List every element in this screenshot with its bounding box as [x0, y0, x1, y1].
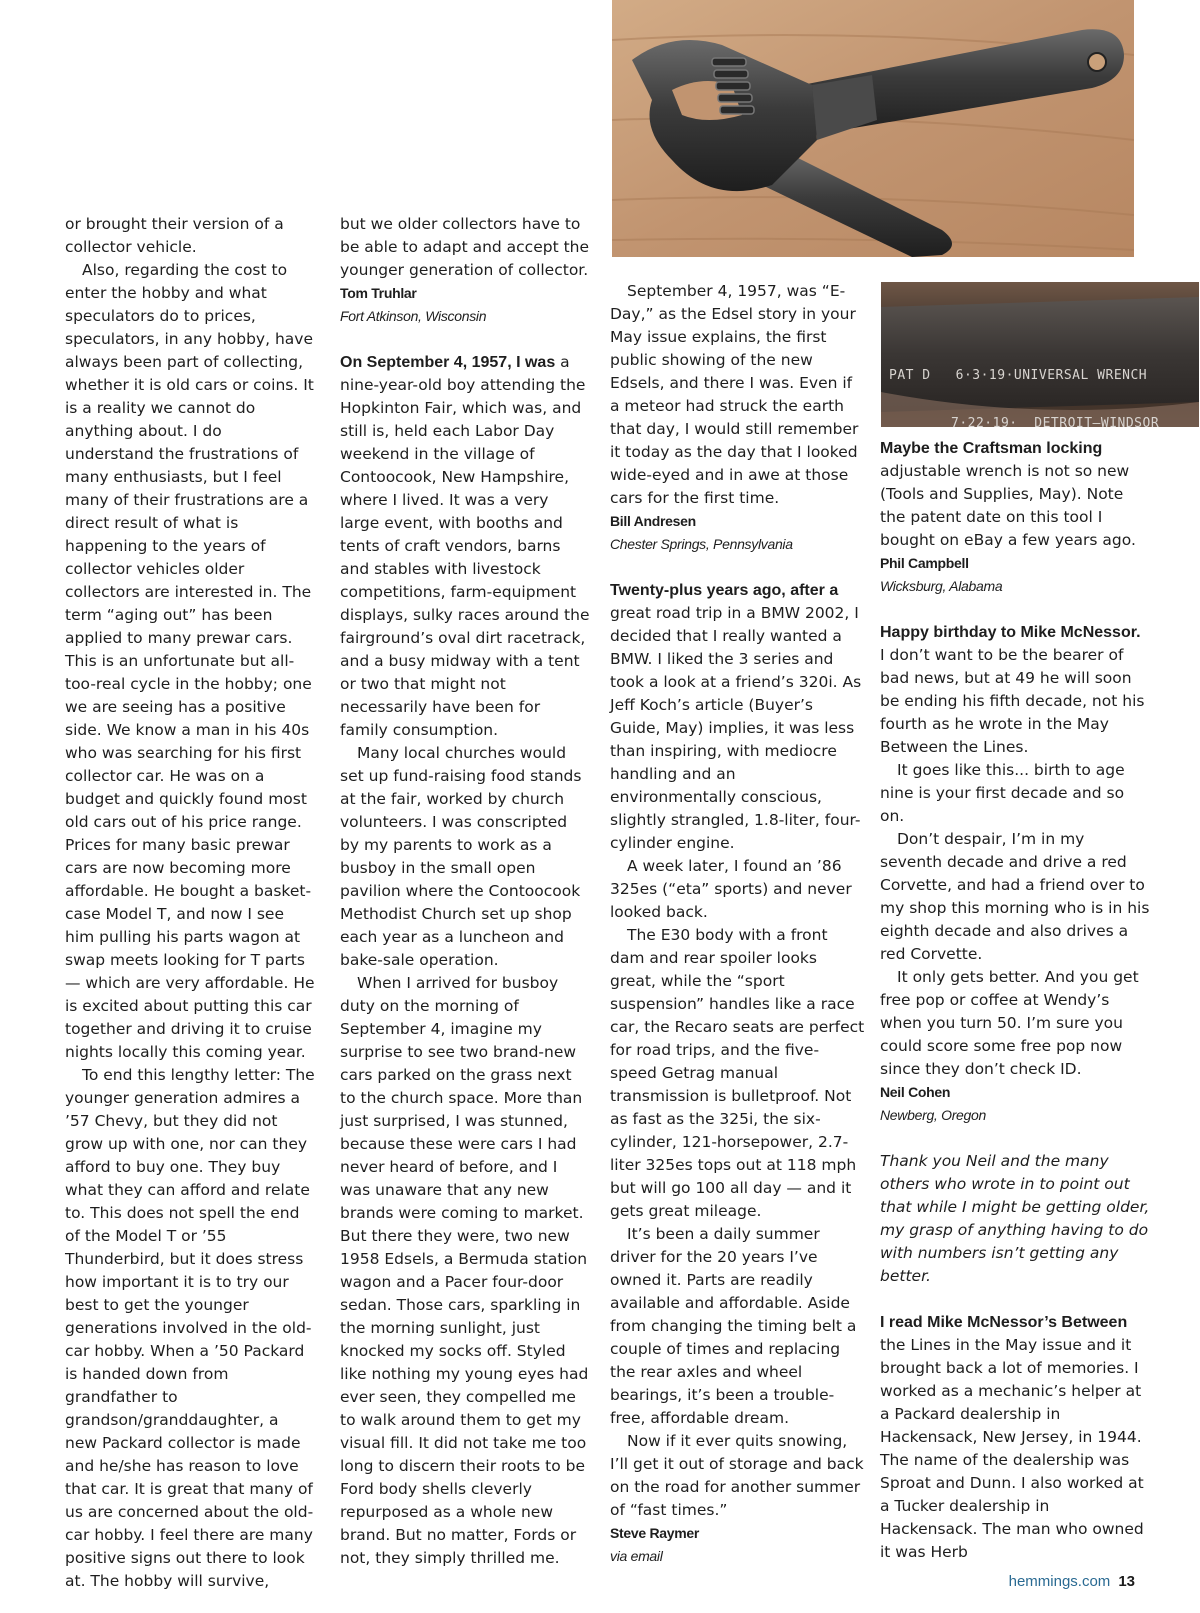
- letter-lead-in: On September 4, 1957, I was: [340, 354, 556, 371]
- col2-paragraph-1: but we older collectors have to be able to adapt and accept the younger generation of collector.: [340, 215, 590, 279]
- col3-paragraph-2: great road trip in a BMW 2002, I decided that I really wanted a BMW. I liked the 3 series and took a look at a friend’s 320i. As Jeff Koch’s article (Buyer’s Guide, May) implies, it was less than inspiring, with mediocre handling and an environmentally conscious, slightly strangled, 1.8-liter, four-cylinder engine.: [610, 604, 862, 852]
- signature-name: Steve Raymer: [610, 1525, 700, 1541]
- signature-location: Wicksburg, Alabama: [880, 578, 1003, 594]
- signature-name: Tom Truhlar: [340, 285, 417, 301]
- wrench-photo: [612, 0, 1134, 257]
- page-footer: [1009, 1573, 1135, 1590]
- patent-stamp-photo: [881, 282, 1199, 427]
- col4-paragraph-1: adjustable wrench is not so new (Tools and Supplies, May). Note the patent date on this tool I bought on eBay a few years ago.: [880, 462, 1136, 549]
- column-3: [610, 280, 865, 1568]
- signature-location: Fort Atkinson, Wisconsin: [340, 308, 487, 324]
- col4-paragraph-4: Don’t despair, I’m in my seventh decade and drive a red Corvette, and had a friend over to my shop this morning who is in his eighth decade and also drives a red Corvette.: [880, 830, 1150, 963]
- page-number: 13: [1118, 1573, 1135, 1590]
- column-2: [340, 213, 590, 1570]
- col1-paragraph-2: Also, regarding the cost to enter the hobby and what speculators do to prices, speculators, in any hobby, have always been part of collecting, whether it is old cars or coins. It is a reality we cannot do anything about. I do understand the frustrations of many enthusiasts, but I feel many of their frustrations are a direct result of what is happening to the years of collector vehicles older collectors are interested in. The term “aging out” has been applied to many prewar cars. This is an unfortunate but all-too-real cycle in the hobby; one we are seeing has a positive side. We know a man in his 40s who was searching for his first collector car. He was on a budget and quickly found most old cars out of his price range. Prices for many basic prewar cars are now becoming more affordable. He bought a basket-case Model T, and now I see him pulling his parts wagon at swap meets looking for T parts — which are very affordable. He is excited about putting this car together and driving it to cruise nights locally this coming year.: [65, 261, 315, 1061]
- letter-lead-in: Maybe the Craftsman locking: [880, 440, 1103, 457]
- signature-location: Chester Springs, Pennsylvania: [610, 536, 793, 552]
- col3-paragraph-5: It’s been a daily summer driver for the 20 years I’ve owned it. Parts are readily available and affordable. Aside from changing the timing belt a couple of times and replacing the rear axles and wheel bearings, it’s been a trouble-free, affordable dream.: [610, 1225, 857, 1427]
- col4-paragraph-5: It only gets better. And you get free pop or coffee at Wendy’s when you turn 50. I’m sure you could score some free pop now since they don’t check ID.: [880, 968, 1139, 1078]
- signature-location: via email: [610, 1548, 663, 1564]
- col2-paragraph-2: a nine-year-old boy attending the Hopkinton Fair, which was, and still is, held each Labor Day weekend in the village of Contoocook, New Hampshire, where I lived. It was a very large event, with booths and tents of craft vendors, barns and stables with livestock competitions, farm-equipment displays, sulky races around the fairground’s oval dirt racetrack, and a busy midway with a tent or two that might not necessarily have been for family consumption.: [340, 353, 590, 739]
- wrench-photo-graphic: [612, 0, 1134, 257]
- col3-paragraph-4: The E30 body with a front dam and rear spoiler looks great, while the “sport suspension” handles like a race car, the Recaro seats are perfect for road trips, and the five-speed Getrag manual transmission is bulletproof. Not as fast as the 325i, the six-cylinder, 121-horsepower, 2.7-liter 325es tops out at 118 mph but will go 100 all day — and it gets great mileage.: [610, 926, 865, 1220]
- col3-paragraph-6: Now if it ever quits snowing, I’ll get it out of storage and back on the road for another summer of “fast times.”: [610, 1432, 864, 1519]
- signature-name: Bill Andresen: [610, 513, 696, 529]
- column-1: [65, 213, 315, 1593]
- signature-name: Neil Cohen: [880, 1084, 951, 1100]
- col4-paragraph-2: I don’t want to be the bearer of bad news, but at 49 he will soon be ending his fifth decade, not his fourth as he wrote in the May Between the Lines.: [880, 646, 1145, 756]
- col4-paragraph-6: the Lines in the May issue and it brought back a lot of memories. I worked as a mechanic’s helper at a Packard dealership in Hackensack, New Jersey, in 1944. The name of the dealership was Sproat and Dunn. I also worked at a Tucker dealership in Hackensack. The man who owned it was Herb: [880, 1336, 1144, 1561]
- letter-lead-in: Happy birthday to Mike McNessor.: [880, 624, 1141, 641]
- letter-lead-in: Twenty-plus years ago, after a: [610, 582, 839, 599]
- col2-paragraph-4: When I arrived for busboy duty on the morning of September 4, imagine my surprise to see two brand-new cars parked on the grass next to the church space. More than just surprised, I was stunned, because these were cars I had never heard of before, and I was unaware that any new brands were coming to market. But there they were, two new 1958 Edsels, a Bermuda station wagon and a Pacer four-door sedan. Those cars, sparkling in the morning sunlight, just knocked my socks off. Styled like nothing my young eyes had ever seen, they compelled me to walk around them to get my visual fill. It did not take me too long to discern their roots to be Ford body shells cleverly repurposed as a whole new brand. But no matter, Fords or not, they simply thrilled me.: [340, 974, 589, 1567]
- signature-name: Phil Campbell: [880, 555, 969, 571]
- patent-stamp-text: [889, 336, 1199, 427]
- col1-paragraph-1: or brought their version of a collector vehicle.: [65, 215, 284, 256]
- editor-note: Thank you Neil and the many others who wrote in to point out that while I might be getting older, my grasp of anything having to do with numbers isn’t getting any better.: [880, 1152, 1150, 1285]
- col3-paragraph-1: September 4, 1957, was “E-Day,” as the Edsel story in your May issue explains, the first public showing of the new Edsels, and there I was. Even if a meteor had struck the earth that day, I would still remember it today as the day that I looked wide-eyed and in awe at those cars for the first time.: [610, 282, 859, 507]
- col3-paragraph-3: A week later, I found an ’86 325es (“eta” sports) and never looked back.: [610, 857, 852, 921]
- site-url[interactable]: hemmings.com: [1008, 1573, 1111, 1590]
- signature-location: Newberg, Oregon: [880, 1107, 987, 1123]
- patent-line-2: 7·22·19· DETROIT—WINDSOR: [951, 416, 1160, 427]
- col2-paragraph-3: Many local churches would set up fund-raising food stands at the fair, worked by church volunteers. I was conscripted by my parents to work as a busboy in the small open pavilion where the Contoocook Methodist Church set up shop each year as a luncheon and bake-sale operation.: [340, 744, 582, 969]
- col4-paragraph-3: It goes like this... birth to age nine is your first decade and so on.: [880, 761, 1125, 825]
- patent-line-1: PAT D 6·3·19·UNIVERSAL WRENCH: [889, 368, 1148, 383]
- column-4: [880, 437, 1150, 1564]
- letter-lead-in: I read Mike McNessor’s Between: [880, 1314, 1128, 1331]
- col1-paragraph-3: To end this lengthy letter: The younger generation admires a ’57 Chevy, but they did not grow up with one, nor can they afford to buy one. They buy what they can afford and relate to. This does not spell the end of the Model T or ’55 Thunderbird, but it does stress how important it is to try our best to get the younger generations involved in the old-car hobby. When a ’50 Packard is handed down from grandfather to grandson/granddaughter, a new Packard collector is made and he/she has reason to love that car. It is great that many of us are concerned about the old-car hobby. I feel there are many positive signs out there to look at. The hobby will survive,: [65, 1066, 315, 1590]
